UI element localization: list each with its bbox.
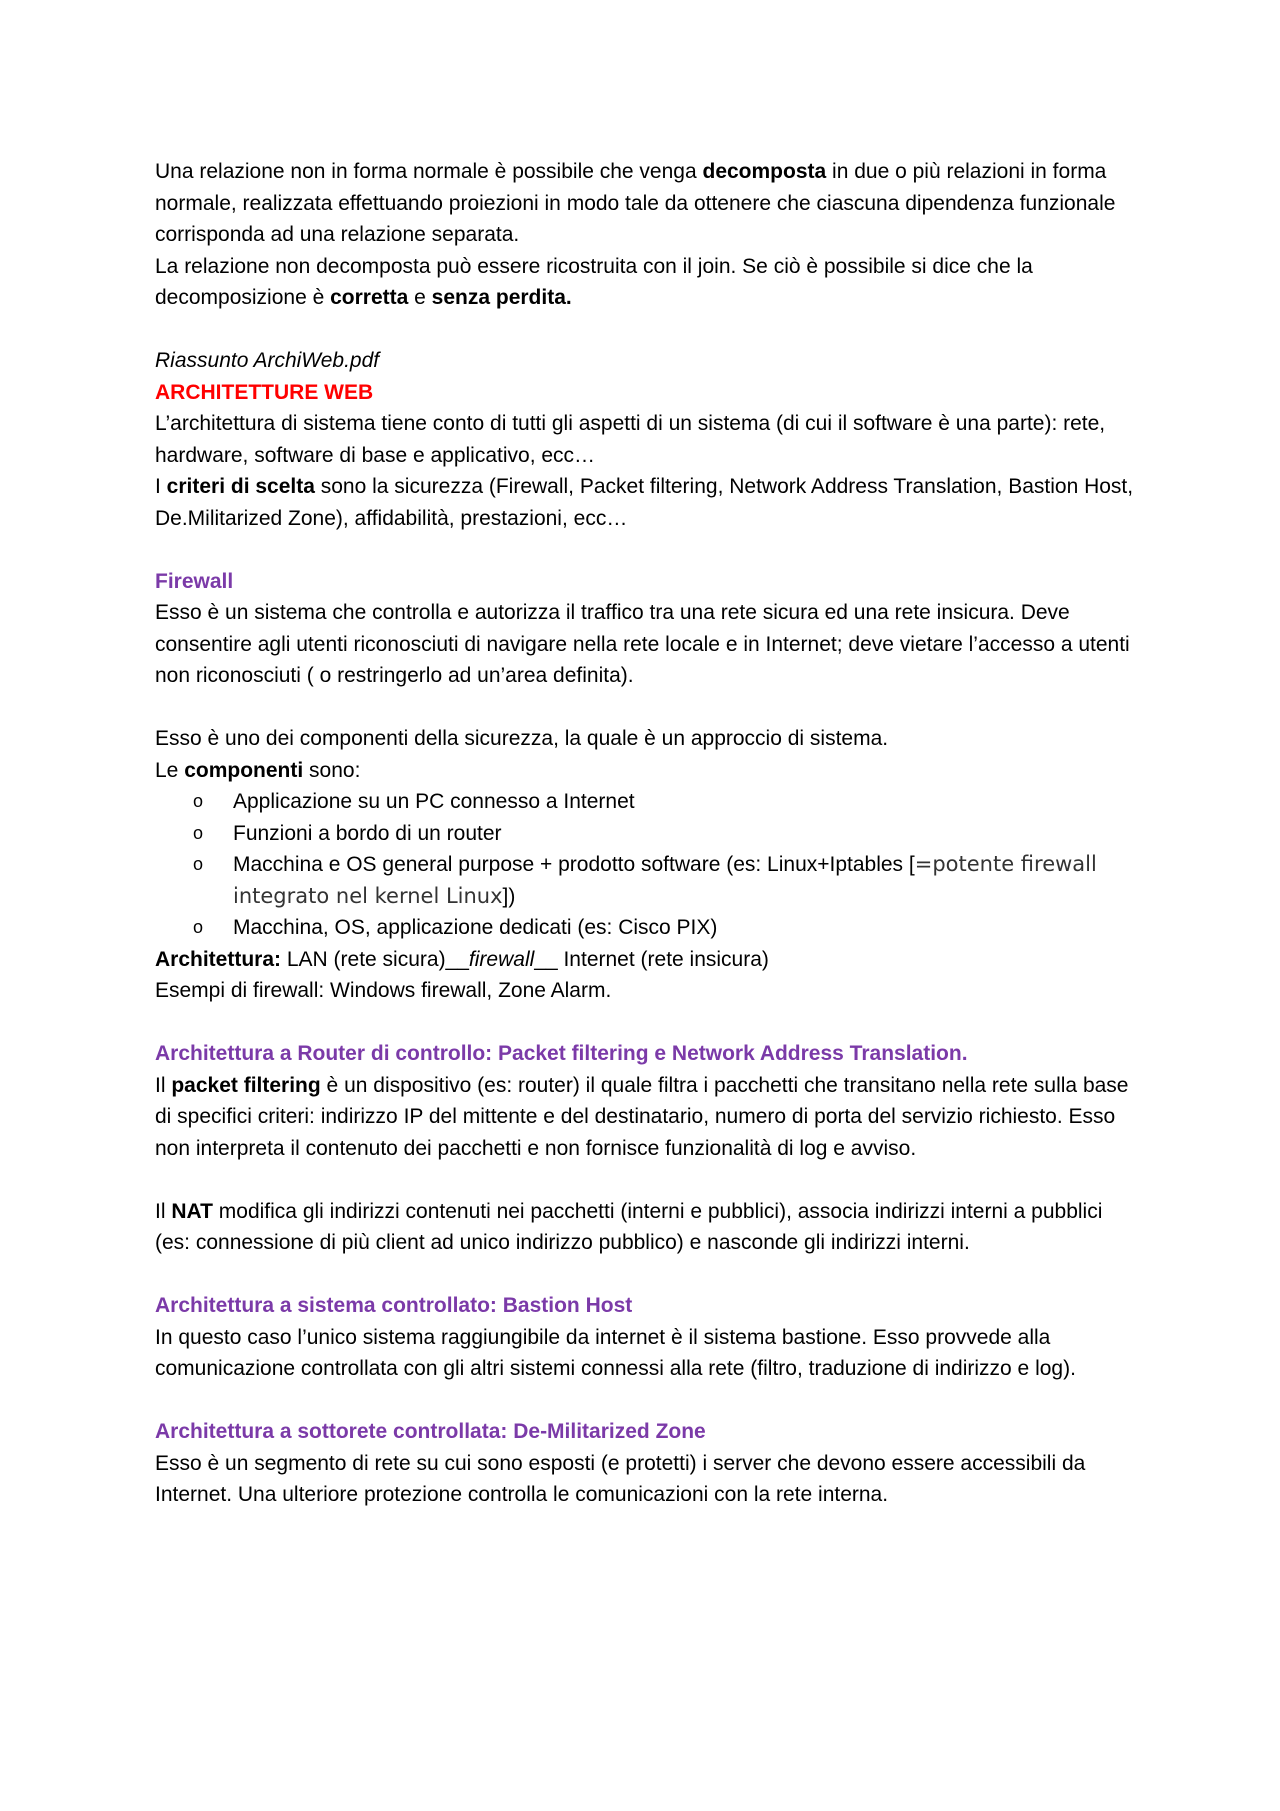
text: sono: (303, 758, 361, 782)
list-item: o Funzioni a bordo di un router (233, 818, 1140, 850)
firewall-architecture-line (155, 944, 1140, 976)
text: in due o più relazioni in forma normale, realizzata effettuando proiezioni in modo tale da ottenere che ciascuna dipendenza funzionale corrisponda ad una relazione separata. (155, 160, 1116, 246)
section-heading-firewall: Firewall (155, 569, 234, 593)
section-heading-router: Architettura a Router di controllo: Packet filtering e Network Address Translation. (155, 1042, 968, 1065)
text: Il (155, 1073, 172, 1097)
spacer (155, 692, 1140, 724)
bold-term: decomposta (702, 160, 827, 183)
source-note (155, 345, 1140, 377)
text: ]) (502, 884, 516, 908)
bastion-paragraph: In questo caso l’unico sistema raggiungibile da internet è il sistema bastione. Esso provvede alla comunicazione controllata con gli altri sistemi connessi alla rete (filtro, traduzione di indirizzo e log). (155, 1325, 1076, 1380)
text: La relazione non decomposta può essere ricostruita con il join. Se ciò è possibile si dice che la decomposizione è (155, 254, 1033, 309)
text: __ Internet (rete insicura) (534, 947, 769, 971)
text: Una relazione non in forma normale è possibile che venga (155, 160, 703, 183)
arch-web-paragraph-2 (155, 471, 1140, 534)
section-heading-dmz: Architettura a sottorete controllata: De-Militarized Zone (155, 1420, 706, 1443)
components-list (155, 786, 1140, 944)
section-heading-architetture-web: ARCHITETTURE WEB (155, 380, 374, 404)
italic-term: firewall (468, 947, 535, 971)
spacer (155, 1007, 1140, 1039)
firewall-paragraph-1: Esso è un sistema che controlla e autorizza il traffico tra una rete sicura ed una rete insicura. Deve consentire agli utenti riconosciuti di navigare nella rete locale e in Internet; deve vietare l’accesso a utenti non riconosciuti ( o restringerlo ad un’area definita). (155, 601, 1130, 687)
firewall-examples: Esempi di firewall: Windows firewall, Zone Alarm. (155, 979, 612, 1002)
text: I (155, 475, 167, 498)
bold-term: criteri di scelta (166, 475, 315, 498)
spacer (155, 1259, 1140, 1291)
router-paragraph-2 (155, 1196, 1140, 1259)
spacer (155, 1164, 1140, 1196)
text: è un dispositivo (es: router) il quale filtra i pacchetti che transitano nella rete sulla base di specifici criteri: indirizzo IP del mittente e del destinatario, numero di porta del servizio richiesto. Esso non interpreta il contenuto dei pacchetti e non fornisce funzionalità di log e avviso. (155, 1073, 1129, 1160)
source-note-text: Riassunto ArchiWeb.pdf (155, 349, 380, 372)
text: LAN (rete sicura)__ (281, 947, 469, 971)
router-paragraph-1 (155, 1070, 1140, 1165)
list-item: o Applicazione su un PC connesso a Internet (233, 786, 1140, 818)
text: Il (155, 1199, 172, 1223)
intro-paragraph-2 (155, 251, 1140, 314)
firewall-paragraph-2: Esso è uno dei componenti della sicurezza, la quale è un approccio di sistema. (155, 727, 889, 750)
bold-term: NAT (171, 1199, 213, 1223)
text: modifica gli indirizzi contenuti nei pacchetti (interni e pubblici), associa indirizzi interni a pubblici (es: connessione di più client ad unico indirizzo pubblico) e nasconde gli indirizzi interni. (155, 1199, 1103, 1254)
firewall-paragraph-3 (155, 755, 1140, 787)
section-heading-bastion: Architettura a sistema controllato: Bastion Host (155, 1294, 633, 1317)
text: Macchina e OS general purpose + prodotto software (es: Linux+Iptables [ (233, 853, 915, 876)
text: e (408, 286, 432, 309)
inline-note: =potente firewall integrato nel kernel Linux (233, 852, 1097, 908)
spacer (155, 534, 1140, 566)
spacer (155, 314, 1140, 346)
dmz-paragraph: Esso è un segmento di rete su cui sono esposti (e protetti) i server che devono essere accessibili da Internet. Una ulteriore protezione controlla le comunicazioni con la rete interna. (155, 1451, 1086, 1506)
document-body (155, 156, 1140, 1511)
list-item (233, 849, 1140, 912)
bold-term: senza perdita. (431, 286, 572, 309)
bold-term: corretta (330, 286, 409, 309)
bold-term: packet filtering (171, 1073, 321, 1097)
text: Le (155, 758, 185, 782)
list-item: o Macchina, OS, applicazione dedicati (es: Cisco PIX) (233, 912, 1140, 944)
bold-term: Architettura: (155, 947, 282, 971)
arch-web-paragraph-1: L’architettura di sistema tiene conto di tutti gli aspetti di un sistema (di cui il software è una parte): rete, hardware, software di base e applicativo, ecc… (155, 412, 1106, 467)
intro-paragraph-1 (155, 156, 1140, 251)
bold-term: componenti (184, 758, 304, 782)
spacer (155, 1385, 1140, 1417)
text: sono la sicurezza (Firewall, Packet filtering, Network Address Translation, Bastion Host, De.Militarized Zone), affidabilità, prestazioni, ecc… (155, 475, 1134, 530)
